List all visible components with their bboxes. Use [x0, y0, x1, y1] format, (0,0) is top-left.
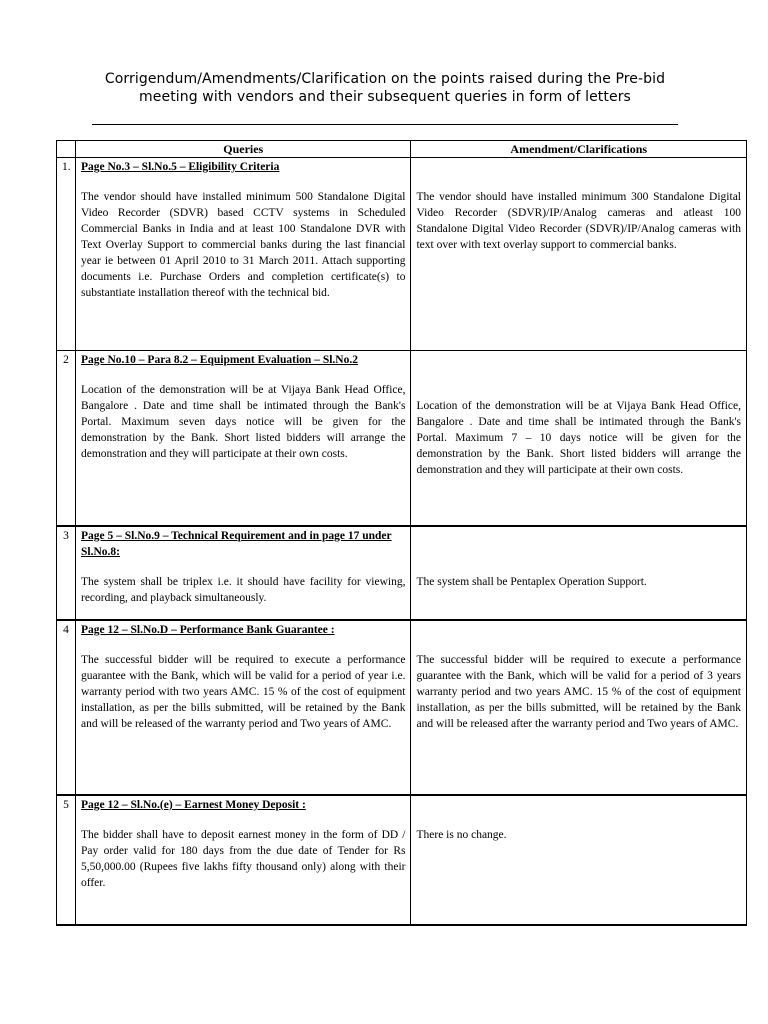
query-cell — [75, 795, 411, 925]
row-number: 1. — [57, 158, 76, 351]
table-row — [57, 795, 747, 925]
query-heading: Page 12 – Sl.No.(e) – Earnest Money Deposit : — [80, 798, 306, 811]
header-queries: Queries — [75, 141, 411, 158]
amendment-text: The vendor should have installed minimum 300 Standalone Digital Video Recorder (SDVR)/IP/Analog cameras and atleast 100 Standalone Digital Video Recorder (SDVR)/IP/Analog cameras with text over with text overlay support to commercial banks. — [416, 191, 741, 251]
query-heading: Page 5 – Sl.No.9 – Technical Requirement and in page 17 under Sl.No.8: — [80, 529, 392, 558]
table-row — [57, 158, 747, 351]
table-row — [57, 526, 747, 620]
amendments-table — [56, 140, 747, 926]
row-number: 4 — [57, 620, 76, 795]
query-heading: Page No.10 – Para 8.2 – Equipment Evaluation – Sl.No.2 — [80, 354, 358, 366]
amendment-text: The successful bidder will be required to execute a performance guarantee with the Bank, which will be valid for a period of 3 years warranty period and two years AMC. 15 % of the cost of equipment installation, as per the bills submitted, will be retained by the Bank and will be released after the warranty period and Two years of AMC. — [416, 653, 741, 730]
query-heading: Page No.3 – Sl.No.5 – Eligibility Criteria — [80, 161, 280, 173]
table-header-row — [57, 141, 747, 158]
query-cell — [75, 526, 411, 620]
table-row — [57, 620, 747, 795]
amendment-cell — [411, 620, 747, 795]
amendment-cell — [411, 795, 747, 925]
amendment-cell — [411, 526, 747, 620]
query-text: Location of the demonstration will be at Vijaya Bank Head Office, Bangalore . Date and time shall be intimated through the Bank's Portal. Maximum seven days notice will be given for the demonstration by the Bank. Short listed bidders will arrange the demonstration and they will participate at their own costs. — [80, 384, 406, 460]
row-number: 2 — [57, 351, 76, 526]
row-number: 5 — [57, 795, 76, 925]
query-cell — [75, 620, 411, 795]
header-number — [57, 141, 76, 158]
row-number: 3 — [57, 526, 76, 620]
amendment-cell — [411, 158, 747, 351]
amendment-cell — [411, 351, 747, 526]
query-text: The successful bidder will be required to execute a performance guarantee with the Bank, which will be valid for a period of year i.e. warranty period with two years AMC. 15 % of the cost of equipment installation, as per the bills submitted, will be retained by the Bank and will be released of the warranty period and Two years of AMC. — [80, 653, 406, 730]
query-cell — [75, 158, 411, 351]
query-heading: Page 12 – Sl.No.D – Performance Bank Guarantee : — [80, 623, 335, 636]
amendment-text: Location of the demonstration will be at Vijaya Bank Head Office, Bangalore . Date and time shall be intimated through the Bank's Portal. Maximum 7 – 10 days notice will be given for the demonstration by the Bank. Short listed bidders will arrange the demonstration and they will participate at their own costs. — [416, 400, 741, 476]
table-row — [57, 351, 747, 526]
query-text: The system shall be triplex i.e. it should have facility for viewing, recording, and playback simultaneously. — [80, 575, 406, 604]
query-text: The bidder shall have to deposit earnest money in the form of DD / Pay order valid for 180 days from the due date of Tender for Rs 5,50,000.00 (Rupees five lakhs fifty thousand only) along with their offer. — [80, 828, 406, 889]
document-title: Corrigendum/Amendments/Clarification on the points raised during the Pre-bid meeting with vendors and their subsequent queries in form of letters — [104, 71, 666, 105]
query-cell — [75, 351, 411, 526]
header-amendments: Amendment/Clarifications — [411, 141, 747, 158]
amendment-text: There is no change. — [416, 828, 507, 841]
title-underline — [92, 124, 678, 125]
amendment-text: The system shall be Pentaplex Operation Support. — [416, 575, 647, 588]
query-text: The vendor should have installed minimum 500 Standalone Digital Video Recorder (SDVR) based CCTV systems in Scheduled Commercial Banks in India and at least 100 Standalone DVR with Text Overlay Support to commercial banks during the last financial year ie between 01 April 2010 to 31 March 2011. Attach supporting documents i.e. Purchase Orders and completion certificate(s) to substantiate installation thereof with the technical bid. — [80, 191, 406, 299]
